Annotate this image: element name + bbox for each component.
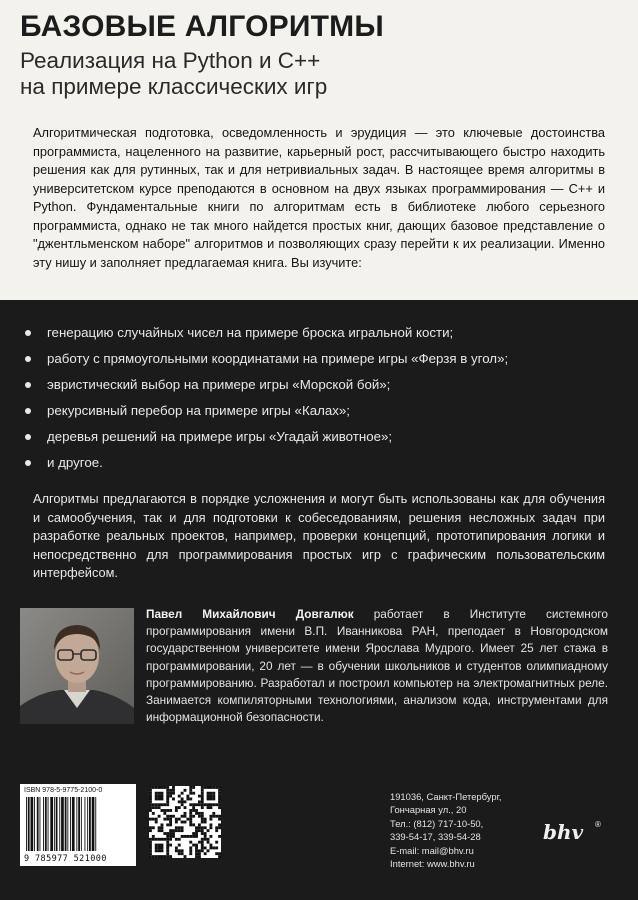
isbn-label: ISBN 978-5-9775-2100-0 [24,787,103,794]
bullet-icon [25,408,31,414]
bullet-icon [25,356,31,362]
isbn-barcode [20,784,136,866]
list-item: деревья решений на примере игры «Угадай животное»; [25,424,615,450]
address-line: E-mail: mail@bhv.ru [390,844,474,856]
address-line: Тел.: (812) 717-10-50, [390,817,484,829]
address-line: 191036, Санкт-Петербург, [390,791,502,802]
address-line: Internet: www.bhv.ru [390,858,475,870]
author-bio [146,606,608,726]
bhv-logo: bhv [543,820,584,844]
author-name: Павел Михайлович Довгалюк [146,607,354,621]
isbn-digits: 9 785977 521000 [24,854,107,864]
description-paragraph: Алгоритмы предлагаются в порядке усложнения и могут быть использованы как для обучения и самообучения, так и для подготовки к собеседованиям, решения несложных задач при разработке реальных проектов, например, проверки концепций, прототипирования логики и непосредственно для программирования простых игр с графическим пользовательским интерфейсом. [33,491,605,580]
list-item: генерацию случайных чисел на примере броска игральной кости; [25,320,615,346]
intro-paragraph: Алгоритмическая подготовка, осведомленность и эрудиция — это ключевые достоинства программиста, нацеленного на развитие, карьерный рост, рассчитывающего быстро находить решения как для рутинных, так и для нетривиальных задач. В настоящее время алгоритмы в университетском курсе преподаются в основном на двух языках программирования — C++ и Python. Фундаментальные книги по алгоритмам есть в библиотеке любого серьезного программиста, однако не так много найдется простых книг, дающих базовое представление о "джентльменском наборе" алгоритмов и позволяющих сразу перейти к их реализации. Именно эту нишу и заполняет предлагаемая книга. Вы изучите: [33,125,605,270]
publisher-logo [543,816,605,846]
list-item: рекурсивный перебор на примере игры «Калах»; [25,398,615,424]
address-line: 339-54-17, 339-54-28 [390,831,481,843]
author-portrait-icon [20,608,134,724]
registered-mark: ® [595,820,601,829]
address-line: Гончарная ул., 20 [390,804,467,816]
bullet-icon [25,460,31,466]
qr-code [149,786,221,858]
list-item: эвристический выбор на примере игры «Морской бой»; [25,372,615,398]
book-title: БАЗОВЫЕ АЛГОРИТМЫ [20,10,384,43]
publisher-address [390,790,501,870]
barcode-icon [24,797,132,853]
topics-list [25,320,615,476]
subtitle-line-2: на примере классических игр [20,74,328,99]
list-item: и другое. [25,450,615,476]
subtitle-line-1: Реализация на Python и C++ [20,48,321,73]
book-subtitle [20,48,327,100]
dark-section [0,300,638,900]
qr-code-icon [149,786,221,858]
bullet-icon [25,434,31,440]
bullet-icon [25,330,31,336]
list-item: работу с прямоугольными координатами на примере игры «Ферзя в угол»; [25,346,615,372]
top-section [0,0,638,300]
author-bio-text: работает в Институте системного программирования имени В.П. Иванникова РАН, преподает в Новгородском государственном университете имени Ярослава Мудрого. Имеет 25 лет стажа в программировании, 20 лет — в обучении школьников и студентов олимпиадному программированию. Разработал и построил компьютер на электромагнитных реле. Занимается компиляторными технологиями, анализом кода, инструментами для информационной безопасности. [146,607,608,725]
author-photo [20,608,134,724]
bullet-icon [25,382,31,388]
